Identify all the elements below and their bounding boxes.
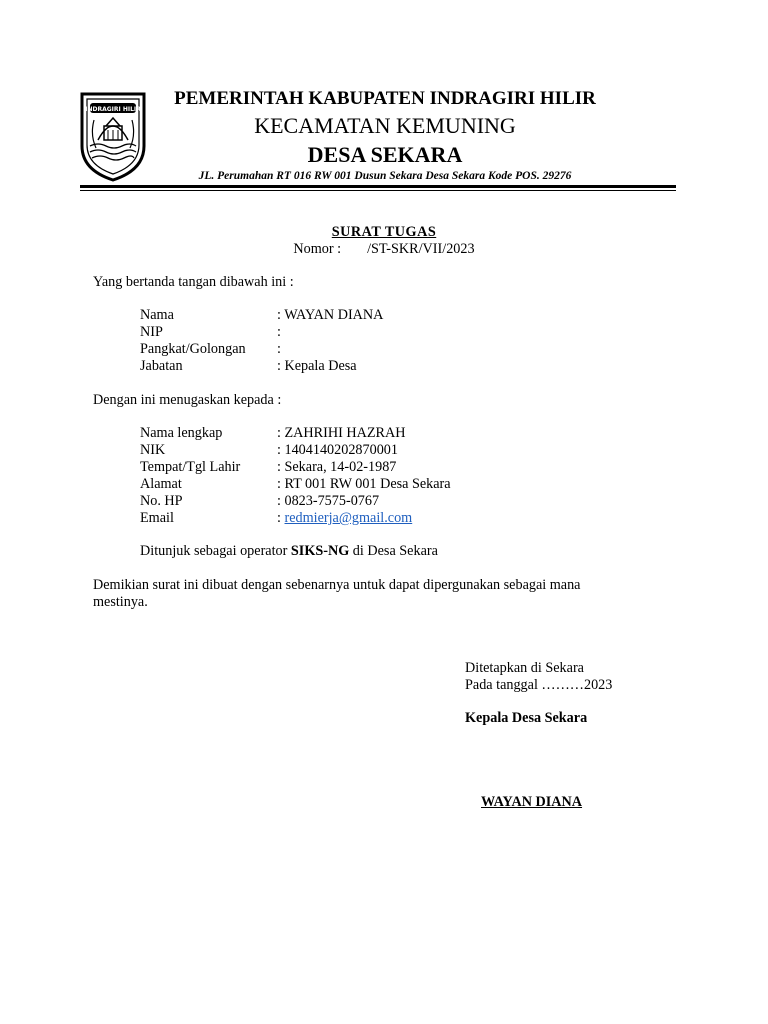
signer-name-label: Nama <box>140 307 174 323</box>
closing-line-2: mestinya. <box>93 594 148 610</box>
assignee-email-label: Email <box>140 510 174 526</box>
letterhead-rule-thick <box>80 185 676 188</box>
assignee-email-value <box>277 510 412 527</box>
letterhead-line-2: KECAMATAN KEMUNING <box>254 113 516 138</box>
assignee-name-label: Nama lengkap <box>140 425 223 441</box>
number-value: /ST-SKR/VII/2023 <box>367 241 475 257</box>
letterhead-address: JL. Perumahan RT 016 RW 001 Dusun Sekara Desa Sekara Kode POS. 29276 <box>198 170 572 182</box>
assignee-birth-label: Tempat/Tgl Lahir <box>140 459 241 475</box>
assignee-phone-label: No. HP <box>140 493 183 509</box>
assignee-nik-label: NIK <box>140 442 166 458</box>
assignee-address-label: Alamat <box>140 476 182 492</box>
closing-line-1: Demikian surat ini dibuat dengan sebenarnya untuk dapat dipergunakan sebagai mana <box>93 577 581 593</box>
assignee-address-value: : RT 001 RW 001 Desa Sekara <box>277 476 451 492</box>
document-number <box>0 241 768 258</box>
regency-crest-logo <box>78 90 148 182</box>
signer-nip-value: : <box>277 324 281 340</box>
assignee-nik-value: : 1404140202870001 <box>277 442 398 458</box>
assignment-text: Dengan ini menugaskan kepada : <box>93 392 282 408</box>
assignee-birth-value: : Sekara, 14-02-1987 <box>277 459 397 475</box>
appointment-text <box>140 543 438 560</box>
signature-place: Ditetapkan di Sekara <box>465 660 584 676</box>
signature-date: Pada tanggal ………2023 <box>465 677 613 693</box>
signer-position-label: Jabatan <box>140 358 183 374</box>
assignee-name-value: : ZAHRIHI HAZRAH <box>277 425 406 441</box>
logo-text: INDRAGIRI HILIR <box>85 106 141 113</box>
signer-rank-label: Pangkat/Golongan <box>140 341 246 357</box>
appointment-post: di Desa Sekara <box>349 543 438 559</box>
signer-rank-value: : <box>277 341 281 357</box>
appointment-role: SIKS-NG <box>290 543 350 559</box>
appointment-pre: Ditunjuk sebagai operator <box>140 543 291 559</box>
number-label: Nomor : <box>293 241 342 257</box>
letterhead-rule-thin <box>80 190 676 191</box>
letterhead-line-3: DESA SEKARA <box>307 142 463 167</box>
signature-title: Kepala Desa Sekara <box>465 710 588 726</box>
email-link[interactable]: redmierja@gmail.com <box>284 510 413 526</box>
signer-nip-label: NIP <box>140 324 163 340</box>
email-colon: : <box>277 510 281 526</box>
letterhead-line-1: PEMERINTAH KABUPATEN INDRAGIRI HILIR <box>174 88 596 109</box>
signer-name-value: : WAYAN DIANA <box>277 307 384 323</box>
signature-name: WAYAN DIANA <box>481 794 583 810</box>
document-title: SURAT TUGAS <box>331 224 437 240</box>
opening-text: Yang bertanda tangan dibawah ini : <box>93 274 294 290</box>
assignee-phone-value: : 0823-7575-0767 <box>277 493 380 509</box>
signer-position-value: : Kepala Desa <box>277 358 357 374</box>
